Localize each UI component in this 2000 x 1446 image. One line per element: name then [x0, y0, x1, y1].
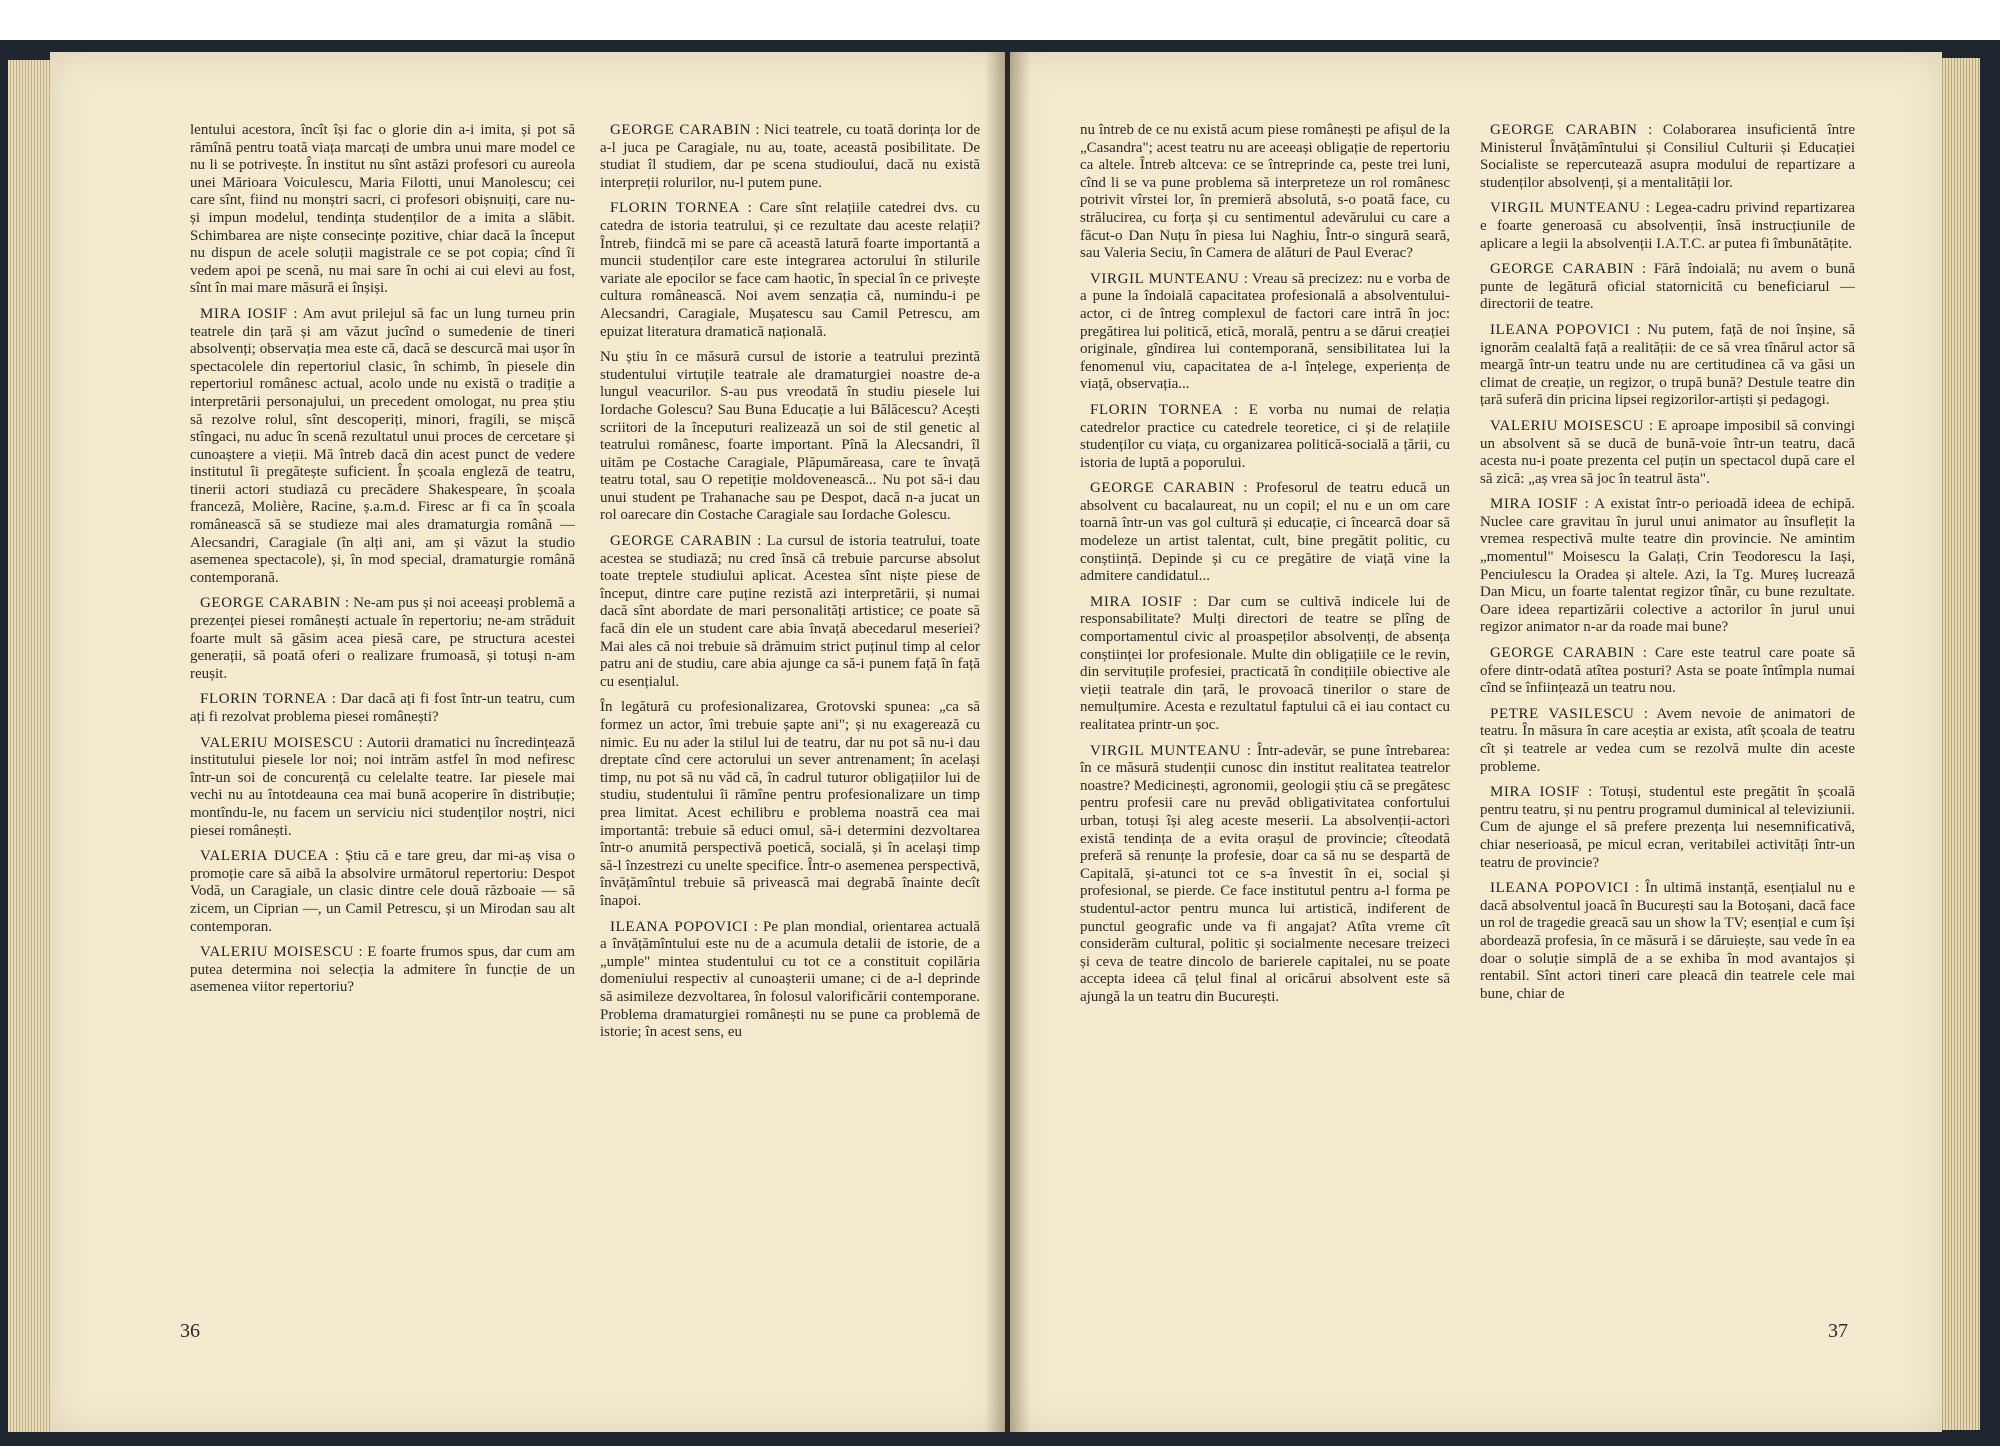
dialogue-paragraph: MIRA IOSIF : A existat într-o perioadă ideea de echipă. Nuclee care gravitau în jurul unui animator au însuflețit la vremea respectivă multe teatre din provincie. Ne amintim „momentul" Moisescu la Galați, Crin Teodorescu la Iași, Penciulescu la Oradea și altele. Azi, la Tg. Mureș lucrează Dan Micu, un foarte talentat regizor tînăr, cu bune rezultate. Oare ideea repartizării colective a actorilor în jurul unui regizor animator n-ar da roade mai bune? [1480, 496, 1855, 636]
dialogue-paragraph: ILEANA POPOVICI : Pe plan mondial, orientarea actuală a învățămîntului este nu de a acumula detalii de istorie, de a „umple" mintea studentului cu tot ce a constituit copilăria domeniului respectiv al cunoașterii umane; ci de a-l deprinde să asimileze dezvoltarea, în folosul valorificării contemporane. Problema dramaturgiei românești nu se pune ca problemă de istorie; în acest sens, eu [600, 918, 980, 1041]
left-page-column-2 [600, 122, 980, 1362]
speaker-name: ILEANA POPOVICI [610, 918, 749, 935]
paragraph-text: Nici teatrele, cu toată dorința lor de a-l juca pe Caragiale, nu au, toate, această posibilitate. De studiat îl studiem, dar pe scena studioului, dacă nu există interpreții rolurilor, nu-l putem pune. [600, 122, 980, 191]
speaker-name: VALERIU MOISESCU [200, 944, 354, 961]
paragraph-text: Nu putem, față de noi înșine, să ignorăm cealaltă față a realității: de ce să vrea tînărul actor să meargă într-un teatru unde nu are certitudinea că va găsi un climat de creație, un regizor, o trupă bună? Destule teatre din țară suferă din pricina lipsei regizorilor-artiști și pedagogi. [1480, 321, 1855, 409]
speaker-name: VALERIA DUCEA [200, 848, 329, 865]
paragraph-text: E foarte frumos spus, dar cum am putea determina noi selecția la admitere în funcție de un asemenea viitor repertoriu? [190, 944, 575, 996]
speaker-name: VIRGIL MUNTEANU [1090, 742, 1242, 759]
page-edges-right [1940, 58, 1980, 1430]
paragraph-text: Am avut prilejul să fac un lung turneu prin teatrele din țară și am văzut jucînd o sumedenie de tineri absolvenți; observația mea este că, dacă se descurcă mai ușor în spectacolele din repertoriul clasic, în schimb, în piesele din repertoriul românesc actual, acolo unde nu există o tradiție a interpretării personajului, un precedent omologat, nu prea știu să rezolve rolul, sînt descoperiți, minori, fragili, se mișcă stîngaci, nu aduc în scenă rezultatul unui proces de cercetare și cunoaștere a vieții. Mă întreb dacă din acest punct de vedere institutul îi pregătește suficient. În școala engleză de teatru, tinerii actori studiază cu precădere Shakespeare, în școala franceză, Molière, Racine, ș.a.m.d. Firesc ar fi ca în școala românească să se studieze mai ales dramaturgia română — Alecsandri, Caragiale (în alți ani, am și văzut la studio asemenea spectacole), și, în mod special, dramaturgie română contemporană. [190, 305, 575, 586]
speaker-name: ILEANA POPOVICI [1490, 880, 1630, 897]
page-number-left: 36 [180, 1320, 200, 1342]
paragraph-text: nu întreb de ce nu există acum piese românești pe afișul de la „Casandra"; acest teatru nu are aceeași obligație de repertoriu ca altele. Întreb altceva: ce se întreprinde ca, peste trei luni, cînd li se va pune problema să interpreteze un rol românesc potrivit vîrstei lor, în premieră absolută, s-o poată face, cu strălucirea, cu forța și cu sentimentul adevărului cu care a făcut-o Dan Nuțu în piesa lui Naghiu, Într-o singură seară, sau Valeria Seciu, în Camera de alături de Paul Everac? [1080, 122, 1450, 262]
speaker-name: MIRA IOSIF [1490, 496, 1579, 513]
dialogue-paragraph: VIRGIL MUNTEANU : Într-adevăr, se pune întrebarea: în ce măsură studenții cunosc din institut realitatea teatrelor noastre? Medicinești, agronomii, geologii știu că se pregătesc pentru profesii care nu prevăd obligativitatea confortului urban, totuși își aleg aceste meserii. La absolvenții-actori există tendința de a evita orașul de provincie; cîteodată preferă să renunțe la profesie, doar ca să nu se despartă de Capitală, și-atunci tot ce s-a învestit în ei, social și profesional, se pierde. Ce face institutul pentru a-l forma pe studentul-actor pentru munca lui artistică, indiferent de punctul geografic unde va fi angajat? Atîta vreme cît considerăm cultural, politic și socialmente necesare treizeci și ceva de teatre dincolo de barierele capitalei, nu se poate accepta ideea că țelul final al oricărui absolvent este să ajungă la un teatru din București. [1080, 742, 1450, 1005]
dialogue-paragraph: MIRA IOSIF : Totuși, studentul este pregătit în școală pentru teatru, și nu pentru programul duminical al televiziunii. Cum de ajunge el să prefere prezența lui nesemnificativă, chiar neserioasă, pe micul ecran, veritabilei activități într-un teatru de provincie? [1480, 784, 1855, 871]
speaker-name: GEORGE CARABIN [610, 122, 752, 138]
dialogue-paragraph: PETRE VASILESCU : Avem nevoie de animatori de teatru. În măsura în care aceștia ar exista, atît școala de teatru cît și teatrele ar vedea cum se rezolvă multe din aceste probleme. [1480, 705, 1855, 775]
gutter-shadow [985, 52, 1030, 1432]
paragraph-text: La cursul de istoria teatrului, toate acestea se studiază; nu cred însă că trebuie parcurse absolut toate treptele studiului aplicat. Acestea sînt niște piese de început, dintre care puține rezistă azi interpretării, și numai dacă sînt abordate de mari personalități artistice; ce poate să facă din ele un student care abia învață abecedarul meseriei? Mai ales că noi trebuie să drămuim strict puținul timp al celor patru ani de studiu, care abia ajunge ca să-i punem față în față cu esențialul. [600, 533, 980, 690]
speaker-name: VIRGIL MUNTEANU [1090, 270, 1240, 287]
dialogue-paragraph: GEORGE CARABIN : Care este teatrul care poate să ofere dintr-odată atîtea posturi? Asta se poate întîmpla numai cînd se înființează un teatru nou. [1480, 645, 1855, 697]
dialogue-paragraph: GEORGE CARABIN : La cursul de istoria teatrului, toate acestea se studiază; nu cred însă că trebuie parcurse absolut toate treptele studiului aplicat. Acestea sînt niște piese de început, dintre care puține rezistă azi interpretării, și numai dacă sînt abordate de mari personalități artistice; ce poate să facă din ele un student care abia învață abecedarul meseriei? Mai ales că noi trebuie să drămuim strict puținul timp al celor patru ani de studiu, care abia ajunge ca să-i punem față în față cu esențialul. [600, 533, 980, 690]
paragraph-text: Avem nevoie de animatori de teatru. În măsura în care aceștia ar exista, atît școala de teatru cît și teatrele ar vedea cum se rezolvă multe din aceste probleme. [1480, 705, 1855, 775]
dialogue-paragraph: FLORIN TORNEA : E vorba nu numai de relația catedrelor practice cu catedrele teoretice, ci și de relațiile studenților cu viața, cu organizarea politică-socială a țării, cu istoria de luptă a poporului. [1080, 401, 1450, 471]
paragraph-text: Dar dacă ați fi fost într-un teatru, cum ați fi rezolvat problema piesei românești? [190, 691, 575, 725]
dialogue-paragraph: GEORGE CARABIN : Fără îndoială; nu avem o bună punte de legătură oficial statornicită cu beneficiarul — directorii de teatre. [1480, 261, 1855, 313]
dialogue-paragraph: VALERIU MOISESCU : E foarte frumos spus, dar cum am putea determina noi selecția la admitere în funcție de un asemenea viitor repertoriu? [190, 944, 575, 996]
speaker-name: VIRGIL MUNTEANU [1490, 200, 1641, 217]
paragraph-text: A existat într-o perioadă ideea de echipă. Nuclee care gravitau în jurul unui animator au însuflețit la vremea respectivă multe teatre din provincie. Ne amintim „momentul" Moisescu la Galați, Crin Teodorescu la Iași, Penciulescu la Oradea și altele. Azi, la Tg. Mureș lucrează Dan Micu, un foarte talentat regizor tînăr, cu bune rezultate. Oare ideea repartizării colective a actorilor în jurul unui regizor animator n-ar da roade mai bune? [1480, 496, 1855, 636]
right-page [1010, 52, 1942, 1432]
paragraph-text: Colaborarea insuficientă între Ministerul Învățămîntului și Consiliul Culturii și Educației Socialiste se repercutează asupra modului de repartizare a studenților absolvenți, și a mentalității lor. [1480, 122, 1855, 191]
speaker-name: MIRA IOSIF [1490, 784, 1580, 801]
dialogue-paragraph: VALERIU MOISESCU : Autorii dramatici nu încredințează institutului piesele lor noi; noi intrăm astfel în mod nefiresc într-un soi de concurență cu celelalte teatre. Iar piesele mai vechi nu au întotdeauna cea mai bună acoperire în distribuție; montîndu-le, nu facem un serviciu nici studenților noștri, nici piesei românești. [190, 734, 575, 839]
paragraph-text: Pe plan mondial, orientarea actuală a învățămîntului este nu de a acumula detalii de istorie, de a „umple" mintea studentului cu tot ce a constituit copilăria domeniului respectiv al cunoașterii umane; ci de a-l deprinde să asimileze dezvoltarea, în folosul valorificării contemporane. Problema dramaturgiei românești nu se pune ca problemă de istorie; în acest sens, eu [600, 918, 980, 1041]
paragraph-text: Nu știu în ce măsură cursul de istorie a teatrului prezintă studentului virtuțile teatrale ale dramaturgiei noastre de-a lungul veacurilor. S-au pus vreodată în studiu piesele lui Iordache Golescu? Sau Buna Educație a lui Bălăcescu? Acești scriitori de la începuturi realizează un soi de stil genetic al teatrului românesc, foarte important. Pînă la Alecsandri, îl uităm pe Costache Caragiale, Plăpumăreasa, care te învață teatru total, sau O repetiție moldovenească... Nu pot să-i dau unui student pe Trahanache sau pe Despot, dacă n-a jucat un rol oarecare din Costache Caragiale sau Iordache Golescu. [600, 349, 980, 524]
paragraph-text: Profesorul de teatru educă un absolvent cu bacalaureat, nu un copil; el nu e un om care toarnă într-un vas gol cultură și educație, ci încearcă doar să modeleze un artist talentat, cult, bine pregătit politic, cu conștiință. Depinde și cu ce pregătire de viață vine la admitere candidatul... [1080, 480, 1450, 585]
speaker-name: FLORIN TORNEA [610, 200, 740, 217]
continuation-paragraph [600, 699, 980, 910]
speaker-name: VALERIU MOISESCU [1490, 417, 1645, 434]
paragraph-text: Dar cum se cultivă indicele lui de responsabilitate? Mulți directori de teatre se plîng de comportamentul civic al proaspeților absolvenți, de absența conștiinței lor profesionale. Multe din obligațiile ce le revin, din servituțile profesiei, practicată în condițiile obiective ale vieții teatrale din țară, le provoacă tinerilor o stare de nemulțumire. Acesta e rezultatul faptului că ei iau contact cu realitatea printr-un șoc. [1080, 593, 1450, 733]
dialogue-paragraph: FLORIN TORNEA : Dar dacă ați fi fost într-un teatru, cum ați fi rezolvat problema piesei românești? [190, 691, 575, 725]
speaker-name: ILEANA POPOVICI [1490, 321, 1630, 338]
speaker-name: FLORIN TORNEA [200, 691, 328, 708]
paragraph-text: Autorii dramatici nu încredințează institutului piesele lor noi; noi intrăm astfel în mod nefiresc într-un soi de concurență cu celelalte teatre. Iar piesele mai vechi nu au întotdeauna cea mai bună acoperire în distribuție; montîndu-le, nu facem un serviciu nici studenților noștri, nici piesei românești. [190, 734, 575, 839]
dialogue-paragraph: GEORGE CARABIN : Nici teatrele, cu toată dorința lor de a-l juca pe Caragiale, nu au, toate, această posibilitate. De studiat îl studiem, dar pe scena studioului, dacă nu există interpreții rolurilor, nu-l putem pune. [600, 122, 980, 191]
dialogue-paragraph: GEORGE CARABIN : Colaborarea insuficientă între Ministerul Învățămîntului și Consiliul Culturii și Educației Socialiste se repercutează asupra modului de repartizare a studenților absolvenți, și a mentalității lor. [1480, 122, 1855, 191]
dialogue-paragraph: VALERIU MOISESCU : E aproape imposibil să convingi un absolvent să se ducă de bună-voie într-un teatru, dacă acesta nu-i poate prezenta cel puțin un spectacol după care el să zică: „aș vrea să joc în teatrul ăsta". [1480, 417, 1855, 487]
paragraph-text: Care este teatrul care poate să ofere dintr-odată atîtea posturi? Asta se poate întîmpla numai cînd se înființează un teatru nou. [1480, 645, 1855, 697]
dialogue-paragraph: ILEANA POPOVICI : În ultimă instanță, esențialul nu e dacă absolventul joacă în București sau la Botoșani, dacă face un rol de tragedie greacă sau un show la TV; esențial e cum își abordează profesia, în ce măsură i se dăruiește, sau vede în ea doar o soluție simplă de a se exhiba în mod avantajos și rentabil. Sînt actori tineri care pleacă din teatrele cele mai bune, chiar de [1480, 880, 1855, 1002]
paragraph-text: Știu că e tare greu, dar mi-aș visa o promoție care să aibă la absolvire următorul repertoriu: Despot Vodă, un Caragiale, un clasic dintre cele două războaie — să zicem, un Ciprian —, un Camil Petrescu, și un Mirodan sau alt contemporan. [190, 848, 575, 935]
left-page [50, 52, 1005, 1432]
speaker-name: GEORGE CARABIN [1490, 122, 1638, 138]
dialogue-paragraph: VALERIA DUCEA : Știu că e tare greu, dar mi-aș visa o promoție care să aibă la absolvire următorul repertoriu: Despot Vodă, un Caragiale, un clasic dintre cele două războaie — să zicem, un Ciprian —, un Camil Petrescu, și un Mirodan sau alt contemporan. [190, 848, 575, 935]
speaker-name: GEORGE CARABIN [610, 533, 752, 550]
dialogue-paragraph: MIRA IOSIF : Dar cum se cultivă indicele lui de responsabilitate? Mulți directori de teatre se plîng de comportamentul civic al proaspeților absolvenți, de absența conștiinței lor profesionale. Multe din obligațiile ce le revin, din servituțile profesiei, practicată în condițiile obiective ale vieții teatrale din țară, le provoacă tinerilor o stare de nemulțumire. Acesta e rezultatul faptului că ei iau contact cu realitatea printr-un șoc. [1080, 593, 1450, 733]
dialogue-paragraph: MIRA IOSIF : Am avut prilejul să fac un lung turneu prin teatrele din țară și am văzut jucînd o sumedenie de tineri absolvenți; observația mea este că, dacă se descurcă mai ușor în spectacolele din repertoriul clasic, în schimb, în piesele din repertoriul românesc actual, acolo unde nu există o tradiție a interpretării personajului, un precedent omologat, nu prea știu să rezolve rolul, sînt descoperiți, minori, fragili, se mișcă stîngaci, nu aduc în scenă rezultatul unui proces de cercetare și cunoaștere a vieții. Mă întreb dacă din acest punct de vedere institutul îi pregătește suficient. În școala engleză de teatru, tinerii actori studiază cu precădere Shakespeare, în școala franceză, Molière, Racine, ș.a.m.d. Firesc ar fi ca în școala românească să se studieze mai ales dramaturgia română — Alecsandri, Caragiale (în alți ani, am și văzut la studio asemenea spectacole), și, în mod special, dramaturgie română contemporană. [190, 305, 575, 586]
dialogue-paragraph: GEORGE CARABIN : Profesorul de teatru educă un absolvent cu bacalaureat, nu un copil; el nu e un om care toarnă într-un vas gol cultură și educație, ci încearcă doar să modeleze un artist talentat, cult, bine pregătit politic, cu conștiință. Depinde și cu ce pregătire de viață vine la admitere candidatul... [1080, 480, 1450, 585]
paragraph-text: În legătură cu profesionalizarea, Grotovski spunea: „ca să formez un actor, îmi trebuie șapte ani"; și nu exagerează cu nimic. Eu nu ader la stilul lui de teatru, dar nu pot să nu-i dau dreptate cînd cere actorului un sever antrenament; în același timp, nu pot să nu văd că, în cadrul tuturor obligațiilor lui de studiu, studentului îi rămîne pentru profesionalizare un timp prea limitat. Acest echilibru e problema noastră cea mai importantă: trebuie să educi omul, să-i determini dezvoltarea într-o anumită perspectivă poetică, socială, și în același timp să-l înzestrezi cu unelte specifice. Într-o asemenea perspectivă, învățămîntul trebuie să privească mai degrabă înainte decît înapoi. [600, 699, 980, 909]
speaker-name: GEORGE CARABIN [1490, 645, 1635, 662]
continuation-paragraph [1080, 122, 1450, 263]
paragraph-text: lentului acestora, încît își fac o glorie din a-i imita, și pot să rămînă pentru toată viața marcați de umbra unui mare model ce nu li se potrivește. În institut nu sînt astăzi profesori cu aureola unei Mărioara Voiculescu, Maria Filotti, unui Manolescu; cei care sînt, fiind nu monștri sacri, ci profesori obișnuiți, care nu-și impun modelul, tendința studenților de a imita a slăbit. Schimbarea are niște consecințe pozitive, chiar dacă la început nu dispun de acele soluții magistrale ce se pot copia; cînd îi vedem apoi pe scenă, nu mai sare în ochi ai cui elevi au fost, sînt în mai mare măsură ei înșiși. [190, 122, 575, 297]
paragraph-text: Ne-am pus și noi aceeași problemă a prezenței piesei românești actuale în repertoriu; ne-am străduit foarte mult să găsim acea piesă care, pe structura acestei generații, să poată oferi o realizare frumoasă, și totuși n-am reușit. [190, 595, 575, 682]
speaker-name: GEORGE CARABIN [1090, 480, 1236, 497]
page-number-right: 37 [1828, 1320, 1848, 1342]
paragraph-text: E vorba nu numai de relația catedrelor practice cu catedrele teoretice, ci și de relațiile studenților cu viața, cu organizarea politică-socială a țării, cu istoria de luptă a poporului. [1080, 401, 1450, 471]
speaker-name: VALERIU MOISESCU [200, 734, 354, 751]
left-page-column-1 [190, 122, 575, 1362]
paragraph-text: În ultimă instanță, esențialul nu e dacă absolventul joacă în București sau la Botoșani, dacă face un rol de tragedie greacă sau un show la TV; esențial e cum își abordează profesia, în ce măsură i se dăruiește, sau vede în ea doar o soluție simplă de a se exhiba în mod avantajos și rentabil. Sînt actori tineri care pleacă din teatrele cele mai bune, chiar de [1480, 880, 1855, 1002]
right-page-column-2 [1480, 122, 1855, 1362]
continuation-paragraph [600, 349, 980, 525]
dialogue-paragraph: VIRGIL MUNTEANU : Vreau să precizez: nu e vorba de a pune la îndoială capacitatea profesională a absolventului-actor, ci de întreg complexul de factori care intră în joc: pregătirea lui politică, etică, morală, pentru a se dărui creației originale, gîndirea lui contemporană, sensibilitatea lui la fenomenul viu, capacitatea de a-l înțelege, experiența de viață, observația... [1080, 270, 1450, 393]
dialogue-paragraph: ILEANA POPOVICI : Nu putem, față de noi înșine, să ignorăm cealaltă față a realității: de ce să vrea tînărul actor să meargă într-un teatru unde nu are certitudinea că va găsi un climat de creație, un regizor, o trupă bună? Destule teatre din țară suferă din pricina lipsei regizorilor-artiști și pedagogi. [1480, 321, 1855, 409]
speaker-name: MIRA IOSIF [200, 305, 288, 322]
right-page-column-1 [1080, 122, 1450, 1362]
dialogue-paragraph: FLORIN TORNEA : Care sînt relațiile catedrei dvs. cu catedra de istoria teatrului, și ce rezultate dau aceste relații? Întreb, fiindcă mi se pare că această latură foarte importantă a muncii studenților care este integrarea actorului în stilurile variate ale epocilor se face cam haotic, în special în ce privește cultura românească. Noi avem senzația că, numindu-i pe Alecsandri, Caragiale, Mușatescu sau Camil Petrescu, am epuizat literatura dramatică națională. [600, 200, 980, 340]
speaker-name: GEORGE CARABIN [1490, 261, 1635, 278]
speaker-name: GEORGE CARABIN [200, 595, 341, 612]
page-edges-left [8, 60, 50, 1432]
speaker-name: MIRA IOSIF [1090, 593, 1183, 610]
paragraph-text: Fără îndoială; nu avem o bună punte de legătură oficial statornicită cu beneficiarul — directorii de teatre. [1480, 261, 1855, 313]
speaker-name: PETRE VASILESCU [1490, 705, 1635, 722]
paragraph-text: Care sînt relațiile catedrei dvs. cu catedra de istoria teatrului, și ce rezultate dau aceste relații? Întreb, fiindcă mi se pare că această latură foarte importantă a muncii studenților care este integrarea actorului în stilurile variate ale epocilor se face cam haotic, în special în ce privește cultura românească. Noi avem senzația că, numindu-i pe Alecsandri, Caragiale, Mușatescu sau Camil Petrescu, am epuizat literatura dramatică națională. [600, 200, 980, 340]
paragraph-text: Totuși, studentul este pregătit în școală pentru teatru, și nu pentru programul duminical al televiziunii. Cum de ajunge el să prefere prezența lui nesemnificativă, chiar neserioasă, pe micul ecran, veritabilei activități într-un teatru de provincie? [1480, 784, 1855, 871]
dialogue-paragraph: VIRGIL MUNTEANU : Legea-cadru privind repartizarea e foarte generoasă cu absolvenții, însă instrucțiunile de aplicare a legii la absolvenții I.A.T.C. ar putea fi îmbunătățite. [1480, 200, 1855, 252]
paragraph-text: E aproape imposibil să convingi un absolvent să se ducă de bună-voie într-un teatru, dacă acesta nu-i poate prezenta cel puțin un spectacol după care el să zică: „aș vrea să joc în teatrul ăsta". [1480, 417, 1855, 487]
continuation-paragraph [190, 122, 575, 298]
speaker-name: FLORIN TORNEA [1090, 401, 1224, 418]
paragraph-text: Legea-cadru privind repartizarea e foarte generoasă cu absolvenții, însă instrucțiunile de aplicare a legii la absolvenții I.A.T.C. ar putea fi îmbunătățite. [1480, 200, 1855, 252]
paragraph-text: Într-adevăr, se pune întrebarea: în ce măsură studenții cunosc din institut realitatea teatrelor noastre? Medicinești, agronomii, geologii știu că se pregătesc pentru profesii care nu prevăd obligativitatea confortului urban, totuși își aleg aceste meserii. La absolvenții-actori există tendința de a evita orașul de provincie; cîteodată preferă să renunțe la profesie, doar ca să nu se despartă de Capitală, și-atunci tot ce s-a învestit în ei, social și profesional, se pierde. Ce face institutul pentru a-l forma pe studentul-actor pentru munca lui artistică, indiferent de punctul geografic unde va fi angajat? Atîta vreme cît considerăm cultural, politic și socialmente necesare treizeci și ceva de teatre dincolo de barierele capitalei, nu se poate accepta ideea că țelul final al oricărui absolvent este să ajungă la un teatru din București. [1080, 742, 1450, 1005]
paragraph-text: Vreau să precizez: nu e vorba de a pune la îndoială capacitatea profesională a absolventului-actor, ci de întreg complexul de factori care intră în joc: pregătirea lui politică, etică, morală, pentru a se dărui creației originale, gîndirea lui contemporană, sensibilitatea lui la fenomenul viu, capacitatea de a-l înțelege, experiența de viață, observația... [1080, 270, 1450, 393]
dialogue-paragraph: GEORGE CARABIN : Ne-am pus și noi aceeași problemă a prezenței piesei românești actuale în repertoriu; ne-am străduit foarte mult să găsim acea piesă care, pe structura acestei generații, să poată oferi o realizare frumoasă, și totuși n-am reușit. [190, 595, 575, 682]
